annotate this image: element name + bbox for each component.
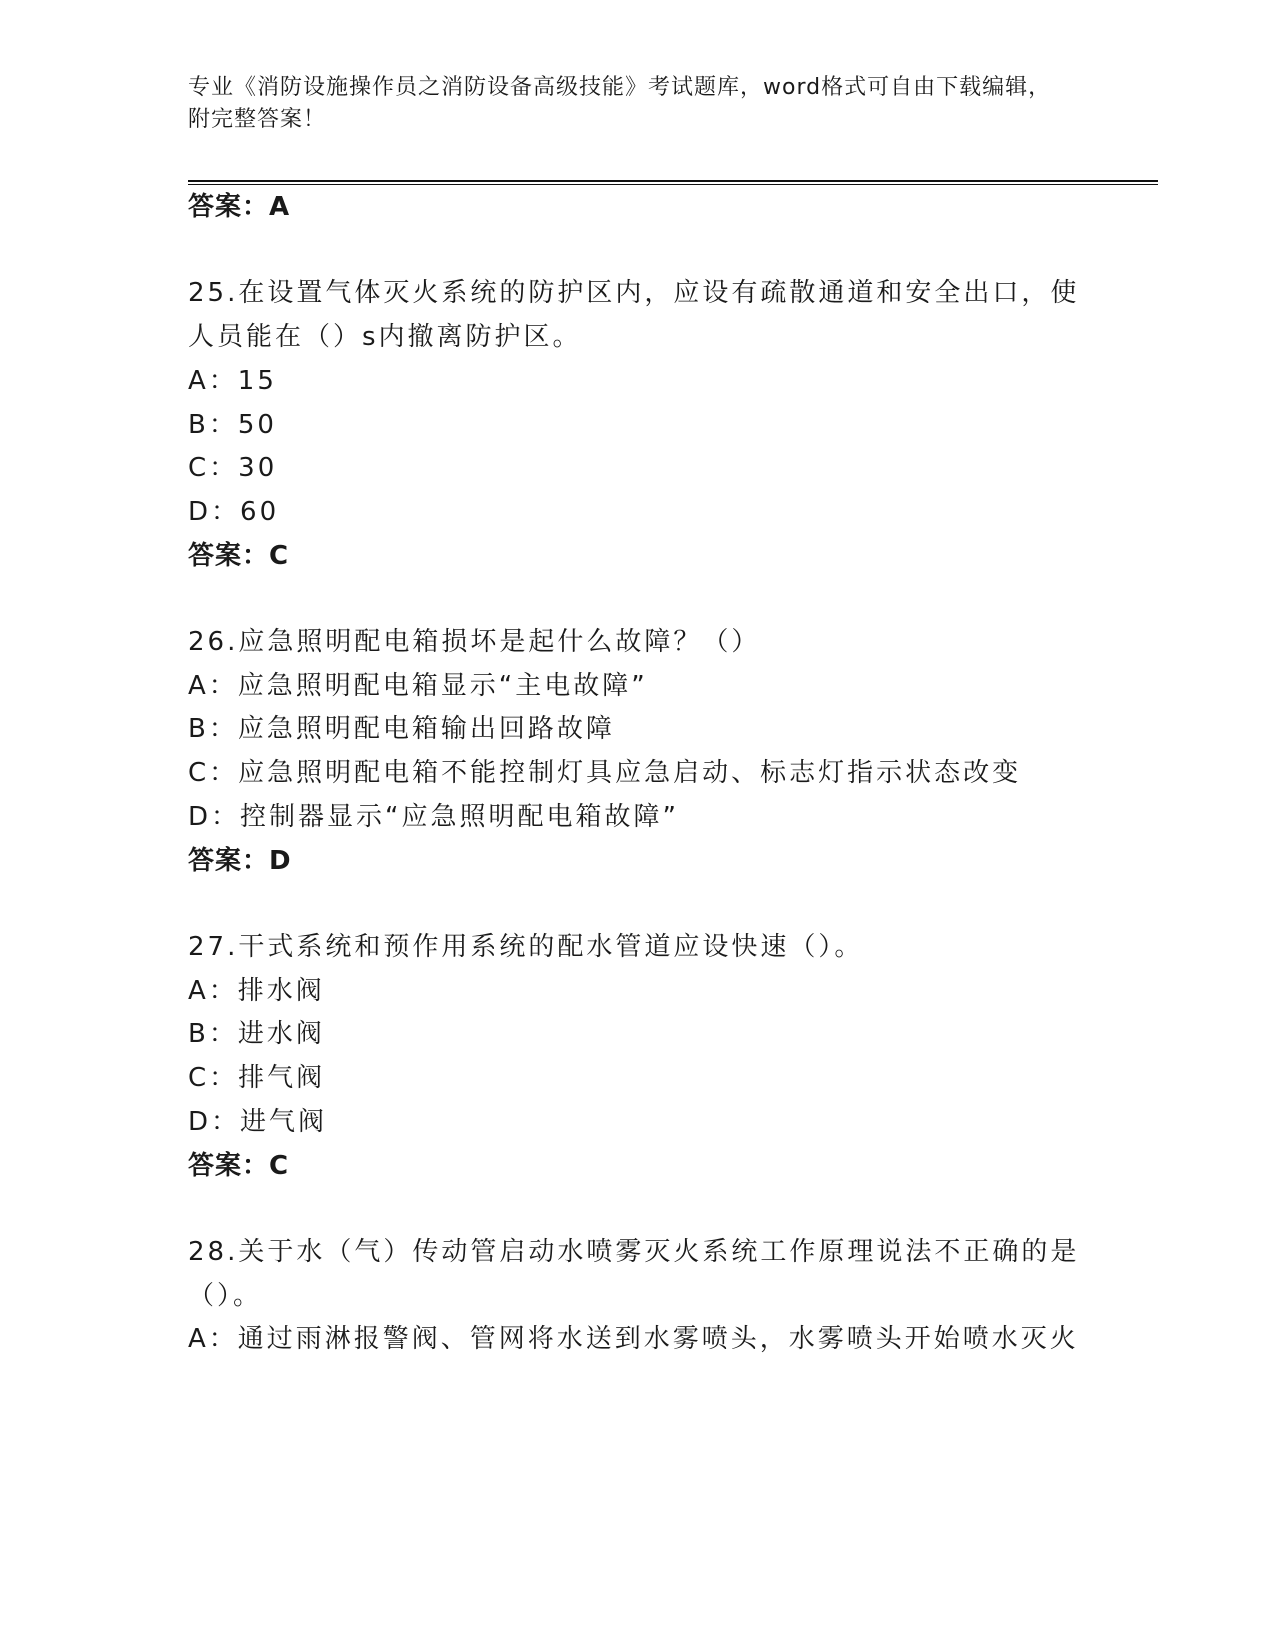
option-a: A：通过雨淋报警阀、管网将水送到水雾喷头，水雾喷头开始喷水灭火: [188, 1324, 1079, 1354]
option-d: D：控制器显示“应急照明配电箱故障”: [188, 802, 679, 832]
document-header: 专业《消防设施操作员之消防设备高级技能》考试题库，word格式可自由下载编辑，附完整答案！: [188, 75, 1052, 132]
question-stem: （）。: [188, 1281, 263, 1311]
option-b: B：应急照明配电箱输出回路故障: [188, 714, 615, 744]
option-a: A：排水阀: [188, 976, 325, 1006]
question-answer: 答案：C: [188, 541, 290, 571]
header-divider: [188, 180, 1158, 185]
question-stem: 26.应急照明配电箱损坏是起什么故障？（）: [188, 627, 761, 657]
question-answer: 答案：D: [188, 846, 292, 876]
question-answer: 答案：C: [188, 1151, 290, 1181]
question-stem: 人员能在（）s内撤离防护区。: [188, 322, 582, 352]
option-d: D：60: [188, 497, 280, 527]
question-stem: 25.在设置气体灭火系统的防护区内，应设有疏散通道和安全出口，使: [188, 278, 1080, 308]
option-a: A：应急照明配电箱显示“主电故障”: [188, 671, 648, 701]
option-b: B：进水阀: [188, 1019, 325, 1049]
option-c: C：排气阀: [188, 1063, 326, 1093]
question-stem: 28.关于水（气）传动管启动水喷雾灭火系统工作原理说法不正确的是: [188, 1237, 1080, 1267]
option-b: B：50: [188, 410, 277, 440]
option-c: C：30: [188, 453, 278, 483]
option-d: D：进气阀: [188, 1107, 328, 1137]
previous-answer: 答案：A: [188, 192, 291, 222]
option-c: C：应急照明配电箱不能控制灯具应急启动、标志灯指示状态改变: [188, 758, 1022, 788]
question-stem: 27.干式系统和预作用系统的配水管道应设快速（）。: [188, 932, 864, 962]
option-a: A：15: [188, 366, 277, 396]
